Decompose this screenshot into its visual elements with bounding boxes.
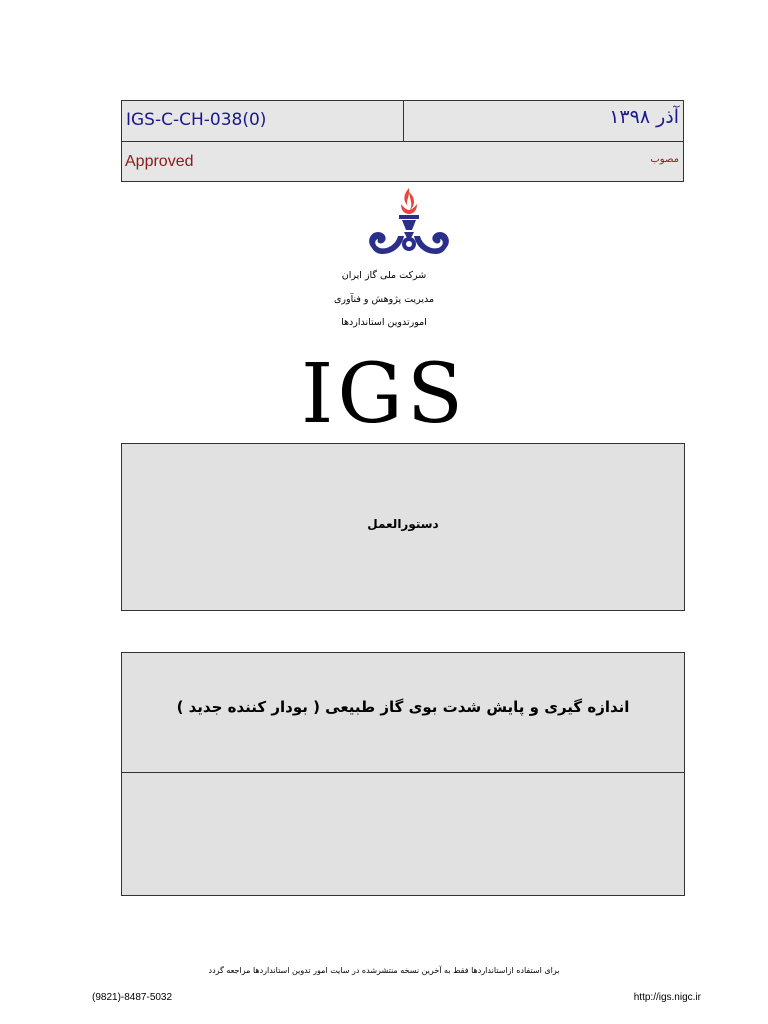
nigc-flame-logo-icon (364, 186, 454, 258)
document-title-farsi: اندازه گیری و پایش شدت بوی گاز طبیعی ( بودار کننده جدید ) (176, 698, 630, 716)
title-box-divider (122, 772, 684, 773)
organization-unit: امورتدوین استانداردها (341, 317, 427, 328)
document-code: IGS-C-CH-038(0) (126, 110, 267, 130)
document-header-table (121, 100, 684, 182)
status-english: Approved (125, 153, 194, 170)
document-title-box (121, 652, 685, 896)
igs-big-title: IGS (300, 347, 468, 442)
footer-url-link[interactable]: http://igs.nigc.ir (633, 992, 701, 1003)
document-type-box (121, 443, 685, 611)
footer-phone: (9821)-8487-5032 (92, 992, 173, 1003)
document-type-label: دستورالعمل (367, 517, 439, 531)
document-date: آذر ۱۳۹۸ (609, 106, 679, 128)
footer-note: برای استفاده ازاستانداردها فقط به آخرین نسخه منتشرشده در سایت امور تدوین استانداردها مراجعه گردد (208, 966, 560, 975)
organization-name: شرکت ملی گاز ایران (341, 270, 427, 281)
organization-department: مدیریت پژوهش و فنآوری (333, 294, 435, 305)
header-row-code-date (122, 101, 683, 142)
status-farsi: مصوب (650, 154, 679, 165)
header-cell-divider (403, 101, 404, 142)
